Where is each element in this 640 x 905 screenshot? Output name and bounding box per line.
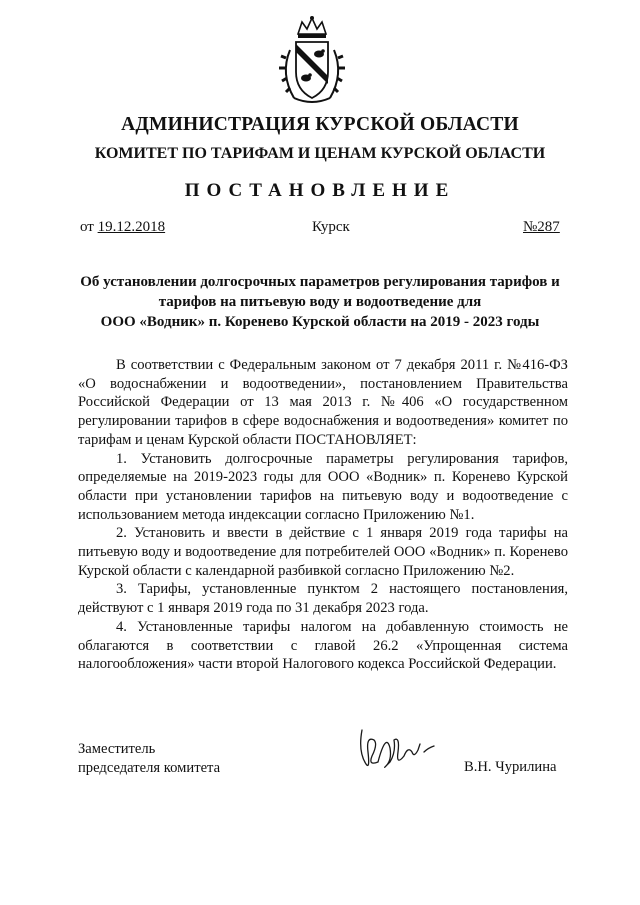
subject-line: тарифов на питьевую воду и водоотведение для xyxy=(158,294,482,310)
item-paragraph: 3. Тарифы, установленные пунктом 2 настоящего постановления, действуют с 1 января 2019 года по 31 декабря 2023 года. xyxy=(78,581,568,617)
signatory-position xyxy=(78,740,220,778)
item-paragraph: 1. Установить долгосрочные параметры регулирования тарифов, определяемые на 2019-2023 годы для ООО «Водник» п. Коренево Курской области при установлении тарифов на питьевую воду и водоотведение с использованием метода индексации согласно Приложению №1. xyxy=(78,450,568,523)
signatory-name: В.Н. Чурилина xyxy=(464,759,557,775)
date-value: 19.12.2018 xyxy=(97,219,166,235)
administration-title: АДМИНИСТРАЦИЯ КУРСКОЙ ОБЛАСТИ xyxy=(121,114,519,135)
coat-of-arms-icon xyxy=(276,14,348,106)
date-prefix: от xyxy=(80,219,94,235)
document-type-title: ПОСТАНОВЛЕНИЕ xyxy=(184,180,456,201)
committee-title: КОМИТЕТ ПО ТАРИФАМ И ЦЕНАМ КУРСКОЙ ОБЛАСТИ xyxy=(94,145,546,162)
document-body xyxy=(78,356,568,674)
document-number: №287 xyxy=(523,219,560,235)
position-line: председателя комитета xyxy=(78,760,221,776)
item-paragraph: 4. Установленные тарифы налогом на добавленную стоимость не облагаются в соответствии с главой 26.2 «Упрощенная система налогообложения» части второй Налогового кодекса Российской Федерации. xyxy=(78,618,568,673)
preamble-paragraph: В соответствии с Федеральным законом от 7 декабря 2011 г. №416-ФЗ «О водоснабжении и водоотведении», постановлением Правительства Российской Федерации от 13 мая 2013 г. №406 «О государственном регулировании тарифов в сфере водоснабжения и водоотведения» комитет по тарифам и ценам Курской области ПОСТАНОВЛЯЕТ: xyxy=(78,357,568,448)
document-city: Курск xyxy=(312,219,350,235)
handwritten-signature-icon xyxy=(356,722,440,778)
position-line: Заместитель xyxy=(78,741,156,757)
item-paragraph: 2. Установить и ввести в действие с 1 января 2019 года тарифы на питьевую воду и водоотведение для потребителей ООО «Водник» п. Коренево Курской области с календарной разбивкой согласно Приложению №2. xyxy=(78,525,568,579)
document-subject xyxy=(70,272,570,332)
subject-line: Об установлении долгосрочных параметров регулирования тарифов и xyxy=(80,274,560,290)
subject-line: ООО «Водник» п. Коренево Курской области на 2019 - 2023 годы xyxy=(100,314,540,330)
document-date xyxy=(80,219,165,236)
